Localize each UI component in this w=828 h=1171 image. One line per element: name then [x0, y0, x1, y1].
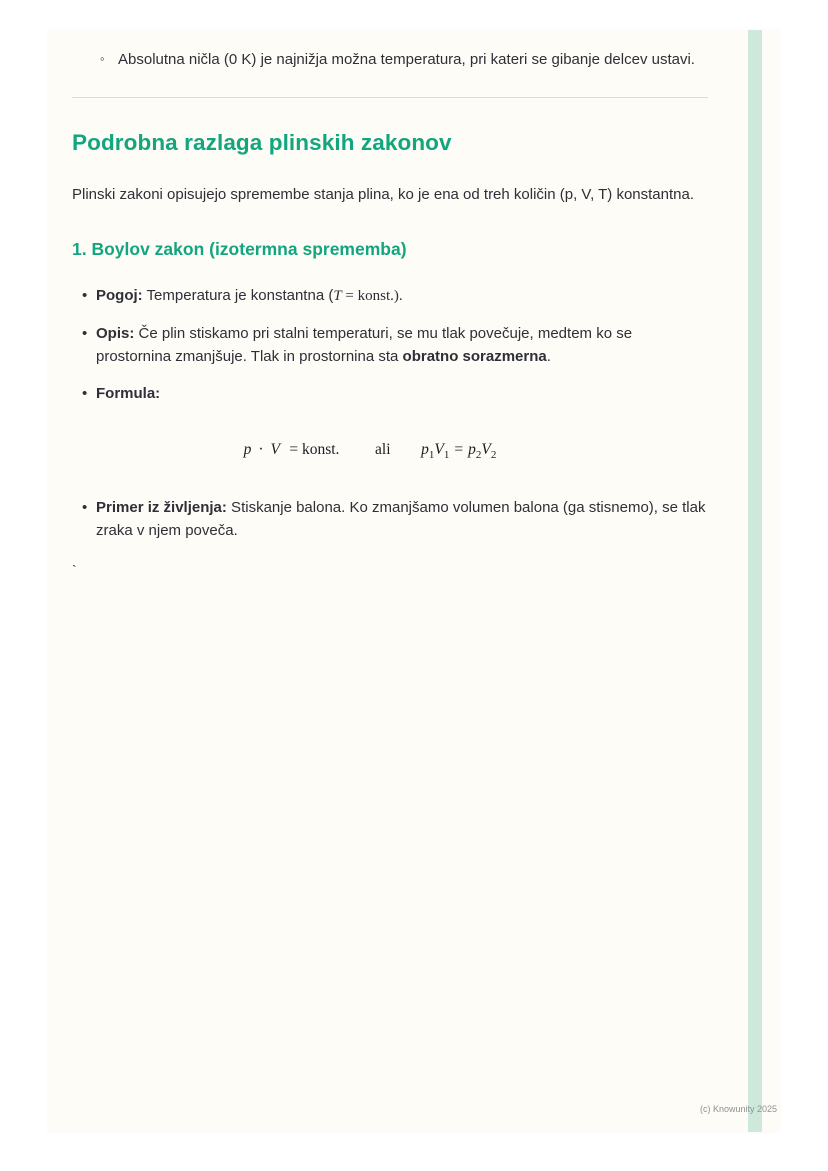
disc-bullet-marker: •	[82, 286, 88, 304]
list-item-text	[96, 496, 708, 543]
math-var-V1: V	[434, 440, 444, 458]
bullet-label: Formula:	[96, 385, 161, 403]
math-sub-2: 2	[475, 448, 482, 461]
list-item	[82, 382, 708, 405]
page-title: Podrobna razlaga plinskih zakonov	[72, 130, 452, 156]
math-dot: ·	[258, 440, 264, 458]
subsection-title: 1. Boylov zakon (izotermna sprememba)	[72, 239, 407, 260]
math-equals-konst: = konst.	[289, 440, 340, 458]
document-page	[48, 30, 780, 1132]
bullet-label: Pogoj:	[96, 286, 143, 304]
bullet-text: Stiskanje balona. Ko zmanjšamo volumen balona (ga stisnemo), se tlak zraka v njem poveča.	[96, 498, 706, 539]
list-item	[82, 322, 708, 369]
bullet-text: .	[546, 348, 551, 365]
bullet-bold-phrase: obratno sorazmerna	[402, 348, 547, 365]
math-equals: =	[454, 440, 464, 458]
math-sub-2: 2	[490, 448, 497, 461]
boyle-law-formula	[72, 438, 668, 462]
math-ali: ali	[375, 440, 391, 458]
list-item-text	[96, 322, 708, 369]
list-item	[100, 48, 708, 71]
list-item-text: Absolutna ničla (0 K) je najnižja možna temperatura, pri kateri se gibanje delcev ustavi.	[118, 51, 695, 68]
math-sub-1: 1	[443, 448, 450, 461]
math-var-p2: p	[468, 440, 476, 458]
list-item-text	[96, 284, 708, 308]
page-content	[48, 30, 780, 582]
bullet-label: Primer iz življenja:	[96, 498, 227, 516]
inline-math-var: T	[333, 287, 342, 304]
disc-bullet-marker: •	[82, 385, 88, 403]
copyright-note: (c) Knowunity 2025	[699, 1104, 777, 1114]
math-var-p1: p	[421, 440, 429, 458]
circle-bullet-marker: ◦	[100, 51, 105, 66]
list-item	[82, 284, 708, 308]
disc-bullet-marker: •	[82, 324, 88, 342]
math-var-V2: V	[481, 440, 491, 458]
section-divider	[72, 97, 708, 98]
math-sub-1: 1	[428, 448, 435, 461]
bullet-text: Temperatura je konstantna (	[142, 286, 334, 304]
section-intro: Plinski zakoni opisujejo spremembe stanja plina, ko je ena od treh količin (p, V, T) konstantna.	[72, 186, 695, 204]
list-item	[82, 496, 708, 543]
list-item-text	[96, 382, 708, 405]
math-var-V: V	[270, 440, 281, 458]
math-var-p: p	[243, 440, 252, 458]
inline-math-rest: = konst.).	[341, 287, 403, 304]
bullet-text: Če plin stiskamo pri stalni temperaturi, se mu tlak povečuje, medtem ko se prostornina zmanjšuje. Tlak in prostornina sta	[96, 324, 633, 365]
bullet-label: Opis:	[96, 324, 135, 342]
stray-character: `	[72, 562, 77, 579]
disc-bullet-marker: •	[82, 498, 88, 516]
